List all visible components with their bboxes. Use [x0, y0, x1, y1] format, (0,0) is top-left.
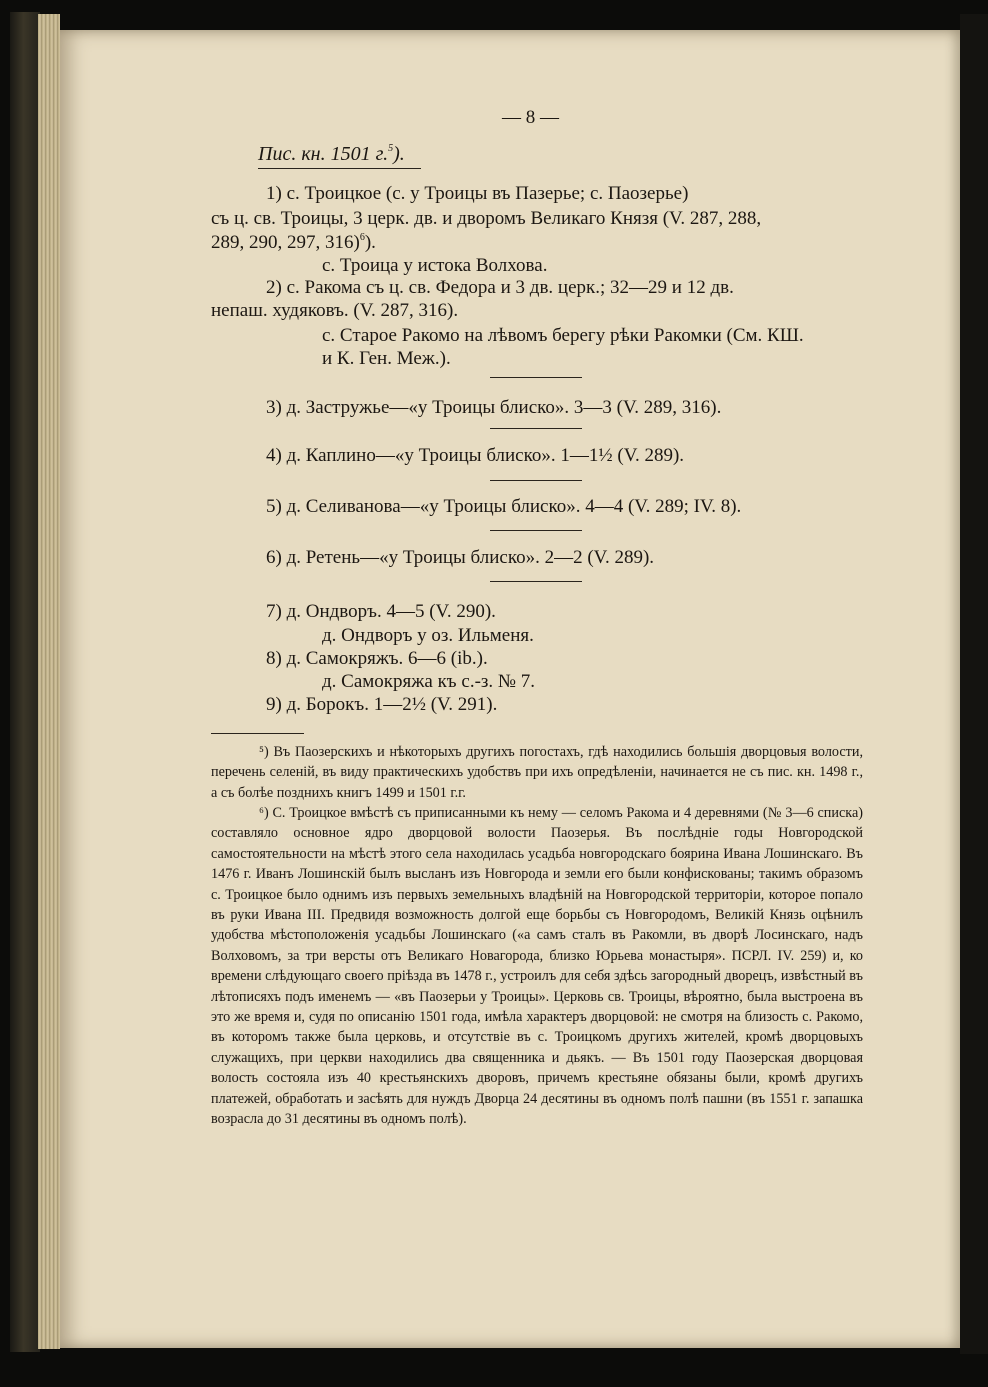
entry-2-line-2: непаш. худяковъ. (V. 287, 316). [211, 300, 459, 321]
entry-1-line-3 [211, 231, 376, 255]
book-page-edges [38, 14, 60, 1349]
entry-1-line-3-text: 289, 290, 297, 316) [211, 232, 360, 253]
entry-1-modern-name: с. Троица у истока Волхова. [322, 255, 548, 276]
entry-2-modern-line-1: с. Старое Ракомо на лѣвомъ берегу рѣки Ракомки (См. КШ. [322, 325, 804, 346]
section-heading: Пис. кн. 1501 г.$^5$). [258, 143, 405, 165]
entry-1-line-2: съ ц. св. Троицы, 3 церк. дв. и дворомъ Великаго Князя (V. 287, 288, [211, 208, 762, 229]
divider-2 [490, 428, 582, 429]
footnote-5 [211, 742, 863, 803]
entry-4: 4) д. Каплино—«у Троицы блиско». 1—1½ (V. 289). [266, 445, 685, 466]
divider-5 [490, 581, 582, 582]
section-heading-text: Пис. кн. 1501 г. [258, 143, 389, 165]
entry-9: 9) д. Борокъ. 1—2½ (V. 291). [266, 694, 498, 715]
entry-8-modern-name: д. Самокряжа къ с.-з. № 7. [322, 671, 536, 692]
entry-5: 5) д. Селиванова—«у Троицы блиско». 4—4 (V. 289; IV. 8). [266, 496, 742, 517]
heading-underline [258, 168, 421, 169]
divider-4 [490, 530, 582, 531]
page-number: — 8 — [502, 107, 559, 128]
footnote-6-text: ⁶) С. Троицкое вмѣстѣ съ приписанными къ нему — селомъ Ракома и 4 деревнями (№ 3—6 списка) составляло основное ядро дворцовой волости Паозерья. Въ послѣдніе годы Новгородской самостоятельности на мѣстѣ этого села находилась усадьба новгородскаго боярина Ивана Лошинскаго. Въ 1476 г. Иванъ Лошинскій былъ высланъ изъ Новгорода и земли его были конфискованы; такимъ образомъ с. Троицкое было однимъ изъ первыхъ земельныхъ владѣній на Новгородской территоріи, которое попало въ руки Ивана III. Предвидя возможность долгой еще борьбы съ Новгородомъ, Великій Князь оцѣнилъ удобства мѣстоположенія усадьбы Лошинскаго («а самъ сталъ въ Ракомли, въ дворѣ Лосинскаго, надъ Волховомъ, за три версты отъ Великаго Новагорода, близко Юрьева монастыря». ПСРЛ. IV. 259) и, ко времени слѣдующаго своего пріѣзда въ 1478 г., устроилъ для себя здѣсь загородный дворецъ, извѣстный въ лѣтописяхъ подъ именемъ — «въ Паозерьи у Троицы». Церковь св. Троицы, вѣроятно, была выстроена въ это же время и, судя по описанію 1501 года, имѣла характеръ дворцовой: не смотря на близость с. Ракомо, въ которомъ также была церковь, и отсутствіе въ с. Троицкомъ другихъ жителей, кромѣ дворцовыхъ служащихъ, при церкви находились два священника и дьякъ. — Въ 1501 году Паозерская дворцовая волость состояла изъ 40 крестьянскихъ дворовъ, причемъ крестьяне обязаны были, кромѣ другихъ платежей, обработать и засѣять для нуждъ Дворца 24 десятины въ одномъ полѣ пашни (въ 1551 г. запашка возрасла до 31 десятины въ одномъ полѣ). [211, 805, 863, 1128]
divider-1 [490, 377, 582, 378]
entry-2-modern-line-2: и К. Ген. Меж.). [322, 348, 451, 369]
divider-3 [490, 480, 582, 481]
footnote-ref-5: 5 [388, 143, 394, 155]
scan-background [960, 14, 988, 1354]
entry-6: 6) д. Ретень—«у Троицы блиско». 2—2 (V. 289). [266, 547, 655, 568]
entry-3: 3) д. Застружье—«у Троицы блиско». 3—3 (V. 289, 316). [266, 397, 722, 418]
entry-1-line-1: 1) с. Троицкое (с. у Троицы въ Пазерье; с. Паозерье) [266, 183, 689, 204]
entry-7-modern-name: д. Ондворъ у оз. Ильменя. [322, 625, 534, 646]
entry-8-line-1: 8) д. Самокряжъ. 6—6 (ib.). [266, 648, 488, 669]
entry-1-line-3-end: ). [364, 232, 376, 253]
entry-2-line-1: 2) с. Ракома съ ц. св. Федора и 3 дв. церк.; 32—29 и 12 дв. [266, 277, 734, 298]
footnote-separator [211, 733, 304, 734]
footnote-6 [211, 803, 863, 1130]
book-cover [10, 12, 40, 1352]
entry-7-line-1: 7) д. Ондворъ. 4—5 (V. 290). [266, 601, 496, 622]
footnote-ref-6: 6 [359, 231, 365, 243]
footnote-5-text: ⁵) Въ Паозерскихъ и нѣкоторыхъ другихъ погостахъ, гдѣ находились большія дворцовыя волости, перечень селеній, въ виду практическихъ удобствъ при ихъ опредѣленіи, начинается не съ пис. кн. 1498 г., а съ болѣе позднихъ книгъ 1499 и 1501 г.г. [211, 744, 863, 801]
